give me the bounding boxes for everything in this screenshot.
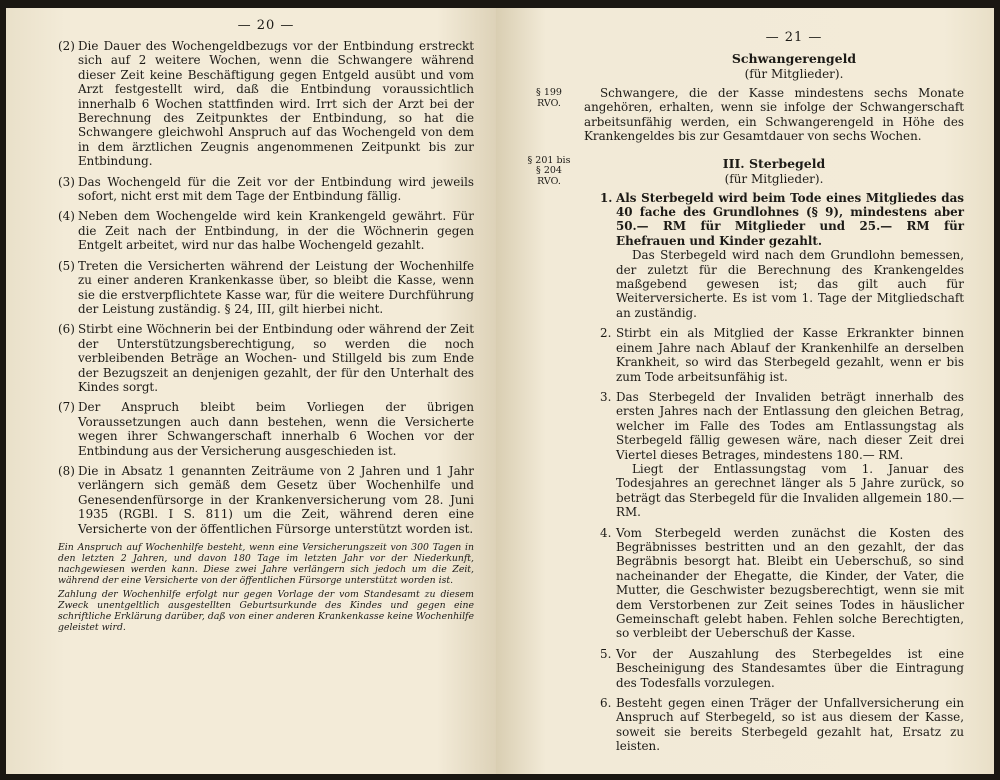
list-item: 6. Besteht gegen einen Träger der Unfallversicherung ein Anspruch auf Sterbegeld, so ist aus diesem der Kasse, soweit sie bereits Sterbegeld gezahlt hat, Ersatz zu leisten. [600,696,964,754]
list-item: 3. Das Sterbegeld der Invaliden beträgt innerhalb des ersten Jahres nach der Entlassung den gleichen Betrag, welcher im Falle des Todes am Entlassungstag als Sterbegeld fällig gewesen wäre, nach dieser Zeit drei Viertel dieses Betrages, mindestens 180.— RM. Liegt der Entlassungstag vom 1. Januar des Todesjahres an gerechnet länger als 5 Jahre zurück, so beträgt das Sterbegeld für die Invaliden allgemein 180.— RM. [600,389,964,520]
list-item: 4. Vom Sterbegeld werden zunächst die Kosten des Begräbnisses bestritten und an den gezahlt, der das Begräbnis besorgt hat. Bleibt ein Ueberschuß, so sind nacheinander der Ehegatte, die Kinder, der Vater, die Mutter, die Geschwister bezugsberechtigt, wenn sie mit dem Verstorbenen zur Zeit seines Todes in häuslicher Gemeinschaft gelebt haben. Fehlen solche Berechtigten, so verbleibt der Ueberschuß der Kasse. [600,525,964,641]
paragraph: (4) Neben dem Wochengelde wird kein Krankengeld gewährt. Für die Zeit nach der Entbindung, in der die Wöchnerin gegen Entgelt arbeitet, wird nur das halbe Wochengeld gezahlt. [58,209,474,253]
margin-reference: § 201 bis § 204 RVO. [527,154,571,187]
section-schwangerengeld [514,86,964,150]
left-page [6,8,496,774]
section-subheading: (für Mitglieder). [744,67,844,81]
paragraph: (3) Das Wochengeld für die Zeit vor der Entbindung wird jeweils sofort, nicht erst mit dem Tage der Entbindung fällig. [58,174,474,204]
section-subheading: (für Mitglieder). [724,171,824,186]
paragraph: (7) Der Anspruch bleibt beim Vorliegen der übrigen Voraussetzungen auch dann bestehen, wenn die Versicherte wegen ihrer Schwangerschaft innerhalb 6 Wochen vor der Entbindung aus der Versicherung ausgeschieden ist. [58,400,474,458]
paragraph: (8) Die in Absatz 1 genannten Zeiträume von 2 Jahren und 1 Jahr verlängern sich gemäß dem Gesetz über Wochenhilfe und Genesendenfürsorge in der Krankenversicherung vom 28. Juni 1935 (RGBl. I S. 811) um die Zeit, während deren eine Versicherte von der öffentlichen Fürsorge unterstützt worden ist. [58,463,474,536]
footnote: Zahlung der Wochenhilfe erfolgt nur gegen Vorlage der vom Standesamt zu diesem Zweck unentgeltlich ausgestellten Geburtsurkunde des Kindes und gegen eine schriftliche Erklärung darüber, daß von einer anderen Krankenkasse keine Wochenhilfe geleistet wird. [58,589,474,633]
section-sterbegeld [514,154,964,191]
list-item: 2. Stirbt ein als Mitglied der Kasse Erkrankter binnen einem Jahre nach Ablauf der Krankenhilfe an derselben Krankheit, so wird das Sterbegeld gezahlt, wenn er bis zum Tode arbeitsunfähig ist. [600,326,964,384]
paragraph: (5) Treten die Versicherten während der Leistung der Wochenhilfe zu einer anderen Krankenkasse über, so bleibt die Kasse, wenn sie die erstverpflichtete Kasse war, für die weitere Durchführung der Leistung zuständig. § 24, III, gilt hierbei nicht. [58,258,474,316]
footnote: Ein Anspruch auf Wochenhilfe besteht, wenn eine Versicherungszeit von 300 Tagen in den letzten 2 Jahren, und davon 180 Tage im letzten Jahr vor der Niederkunft, nachgewiesen werden kann. Diese zwei Jahre verlängern sich jedoch um die Zeit, während der eine Versicherte von der öffentlichen Fürsorge unterstützt worden ist. [58,542,474,586]
margin-reference: § 199 RVO. [536,87,562,109]
list-item: 5. Vor der Auszahlung des Sterbegeldes ist eine Bescheinigung des Standesamtes über die Eintragung des Todesfalls vorzulegen. [600,646,964,690]
open-booklet [6,8,994,774]
paragraph: (2) Die Dauer des Wochengeldbezugs vor der Entbindung erstreckt sich auf 2 weitere Wochen, wenn die Schwangere während dieser Zeit keine Beschäftigung gegen Entgeld ausübt und vom Arzt festgestellt wird, daß die Entbindung voraussichtlich innerhalb 6 Wochen stattfinden wird. Irrt sich der Arzt bei der Berechnung des Zeitpunktes der Entbindung, so hat die Schwangere gleichwohl Anspruch auf das Wochengeld von dem in dem ärztlichen Zeugnis angenommenen Zeitpunkt bis zur Entbindung. [58,39,474,169]
page-number: — 21 — [765,30,823,45]
section-heading: Schwangerengeld [731,51,857,66]
paragraph: (6) Stirbt eine Wöchnerin bei der Entbindung oder während der Zeit der Unterstützungsberechtigung, so werden die noch verbleibenden Beträge an Wochen- und Stillgeld bis zum Ende der Bezugszeit an denjenigen gezahlt, der für den Unterhalt des Kindes sorgt. [58,322,474,394]
page-number: — 20 — [237,18,295,33]
section-heading: III. Sterbegeld [722,155,826,171]
sterbegeld-items [600,191,964,754]
paragraph: Schwangere, die der Kasse mindestens sechs Monate angehören, erhalten, wenn sie infolge der Schwangerschaft arbeitsunfähig werden, ein Schwangerengeld in Höhe des Krankengeldes bis zur Gesamtdauer von sechs Wochen. [584,86,964,144]
right-page [496,8,994,774]
list-item: 1. Als Sterbegeld wird beim Tode eines Mitgliedes das 40 fache des Grundlohnes (§ 9), mindestens aber 50.— RM für Mitglieder und 25.— RM für Ehefrauen und Kinder gezahlt. Das Sterbegeld wird nach dem Grundlohn bemessen, der zuletzt für die Berechnung des Krankengeldes maßgebend gewesen ist; das gilt auch für Weiterversicherte. Es ist vom 1. Tage der Mitgliedschaft an zuständig. [600,190,964,320]
